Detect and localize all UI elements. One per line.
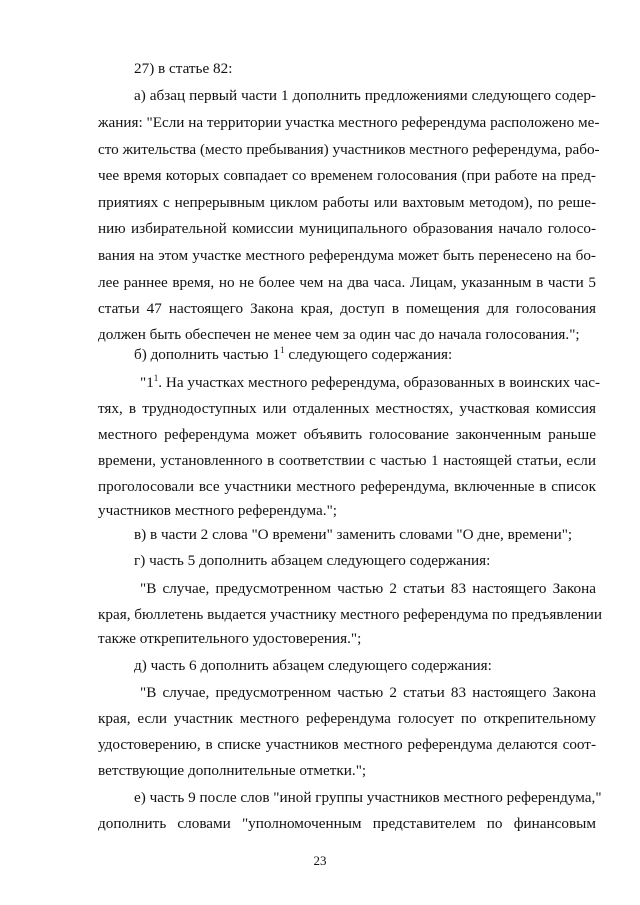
text-line: в) в части 2 слова "О времени" заменить словами "О дне, времени"; <box>134 526 573 543</box>
text-line: лее раннее время, но не более чем на два часа. Лицам, указанным в части 5 <box>98 274 596 291</box>
text-line: края, если участник местного референдума голосует по открепительному <box>98 710 596 727</box>
page-number: 23 <box>313 853 327 868</box>
text-line: времени, установленного в соответствии с частью 1 настоящей статьи, если <box>98 452 596 469</box>
text-line: сто жительства (место пребывания) участников местного референдума, рабо- <box>98 141 600 158</box>
text-line: статьи 47 настоящего Закона края, доступ в помещения для голосования <box>98 300 596 317</box>
superscript: 1 <box>280 345 285 355</box>
text-line: ветствующие дополнительные отметки."; <box>98 762 367 779</box>
text-line: тях, в труднодоступных или отдаленных местностях, участковая комиссия <box>98 400 596 417</box>
text-line: "В случае, предусмотренном частью 2 статьи 83 настоящего Закона <box>140 580 596 597</box>
text-line: нию избирательной комиссии муниципального образования начало голосо- <box>98 220 596 237</box>
text-line: также открепительного удостоверения."; <box>98 630 362 647</box>
text-segment: . На участках местного референдума, образованных в воинских час- <box>158 374 601 391</box>
text-segment: "1 <box>140 374 154 391</box>
text-line: д) часть 6 дополнить абзацем следующего содержания: <box>134 657 492 674</box>
text-line: проголосовали все участники местного референдума, включенные в список <box>98 478 596 495</box>
text-line: должен быть обеспечен не менее чем за один час до начала голосования."; <box>98 326 580 343</box>
text-line: жания: "Если на территории участка местного референдума расположено ме- <box>98 114 600 131</box>
text-line: края, бюллетень выдается участнику местного референдума по предъявлении <box>98 606 603 623</box>
text-line: местного референдума может объявить голосование законченным раньше <box>98 426 596 443</box>
text-line: е) часть 9 после слов "иной группы участников местного референдума," <box>134 789 602 806</box>
text-line <box>140 370 601 396</box>
text-segment: следующего содержания: <box>284 346 453 363</box>
text-line: дополнить словами "уполномоченным представителем по финансовым <box>98 815 596 832</box>
text-line: вания на этом участке местного референдума может быть перенесено на бо- <box>98 247 596 264</box>
text-segment: б) дополнить частью 1 <box>134 346 281 363</box>
text-line: 27) в статье 82: <box>134 60 233 77</box>
superscript: 1 <box>153 373 159 383</box>
text-line: приятиях с непрерывным циклом работы или вахтовым методом), по реше- <box>98 194 596 211</box>
text-line <box>134 342 596 368</box>
text-line: "В случае, предусмотренном частью 2 статьи 83 настоящего Закона <box>140 684 596 701</box>
text-line: чее время которых совпадает со временем голосования (при работе на пред- <box>98 167 596 184</box>
text-line: а) абзац первый части 1 дополнить предложениями следующего содер- <box>134 87 596 104</box>
text-line: участников местного референдума."; <box>98 502 337 519</box>
text-line: удостоверению, в списке участников местного референдума делаются соот- <box>98 736 596 753</box>
text-line: г) часть 5 дополнить абзацем следующего содержания: <box>134 552 491 569</box>
